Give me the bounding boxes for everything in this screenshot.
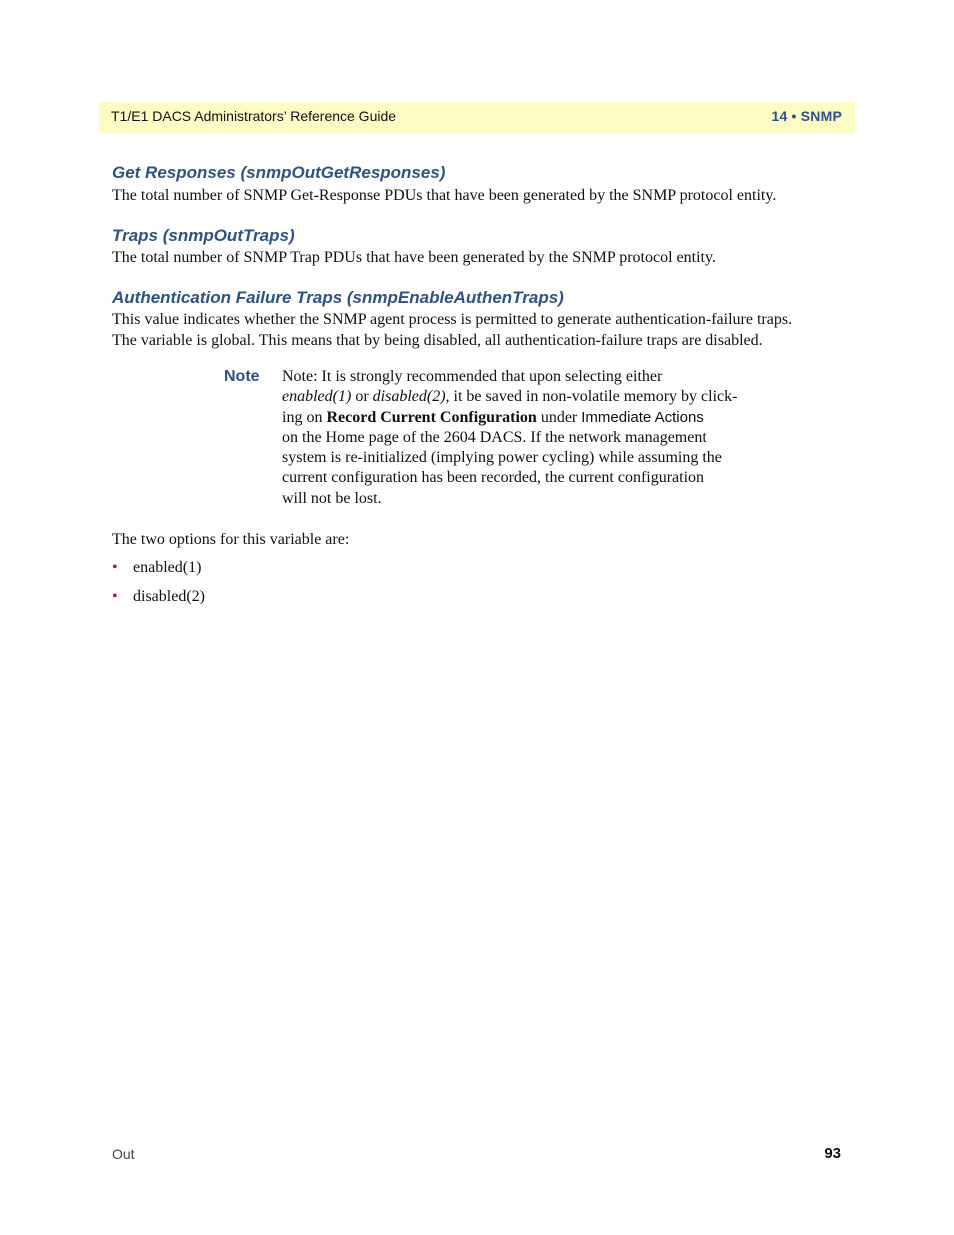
immediate-actions-label: Immediate Actions — [581, 408, 704, 426]
note-body — [282, 367, 752, 509]
chapter-label: 14 • SNMP — [771, 108, 842, 124]
bullet-icon: • — [112, 559, 118, 576]
guide-title: T1/E1 DACS Administrators’ Reference Guide — [111, 108, 397, 124]
note-option-enabled: enabled(1) — [282, 388, 352, 406]
option-label: enabled(1) — [133, 559, 202, 576]
section-heading-traps: Traps (snmpOutTraps) — [112, 226, 295, 245]
note-line: on the Home page of the 2604 DACS. If the network management — [282, 428, 707, 446]
section-heading-auth-failure-traps: Authentication Failure Traps (snmpEnableAuthenTraps) — [112, 288, 564, 307]
note-line — [282, 408, 752, 428]
note-line: current configuration has been recorded, the current configuration — [282, 469, 705, 487]
note-text: , it be saved in non-volatile memory by click- — [445, 388, 738, 406]
record-config-label: Record Current Configuration — [326, 408, 537, 426]
options-list — [112, 557, 205, 615]
section-body-get-responses: The total number of SNMP Get-Response PDUs that have been generated by the SNMP protocol entity. — [112, 187, 777, 204]
section-heading-get-responses: Get Responses (snmpOutGetResponses) — [112, 163, 446, 182]
page-number: 93 — [824, 1145, 841, 1162]
section-body-traps: The total number of SNMP Trap PDUs that have been generated by the SNMP protocol entity. — [112, 249, 716, 266]
note-text: or — [351, 388, 373, 406]
note-text: ing on — [282, 408, 327, 426]
note-line: will not be lost. — [282, 489, 382, 507]
running-header — [99, 102, 855, 133]
note-text: under — [536, 408, 582, 426]
note-option-disabled: disabled(2) — [372, 388, 446, 406]
section-body-auth-line2: The variable is global. This means that by being disabled, all authentication-failure traps are disabled. — [112, 332, 763, 349]
footer-section-label: Out — [112, 1146, 135, 1162]
note-label: Note — [224, 368, 260, 385]
note-line: system is re-initialized (implying power cycling) while assuming the — [282, 449, 722, 467]
option-label: disabled(2) — [133, 588, 205, 605]
list-item — [112, 557, 205, 586]
list-item — [112, 586, 205, 615]
bullet-icon: • — [112, 588, 118, 605]
section-body-auth-line1: This value indicates whether the SNMP agent process is permitted to generate authentication-failure traps. — [112, 311, 793, 328]
note-line: Note: It is strongly recommended that upon selecting either — [282, 368, 663, 385]
note-line — [282, 387, 752, 407]
options-intro: The two options for this variable are: — [112, 531, 350, 548]
